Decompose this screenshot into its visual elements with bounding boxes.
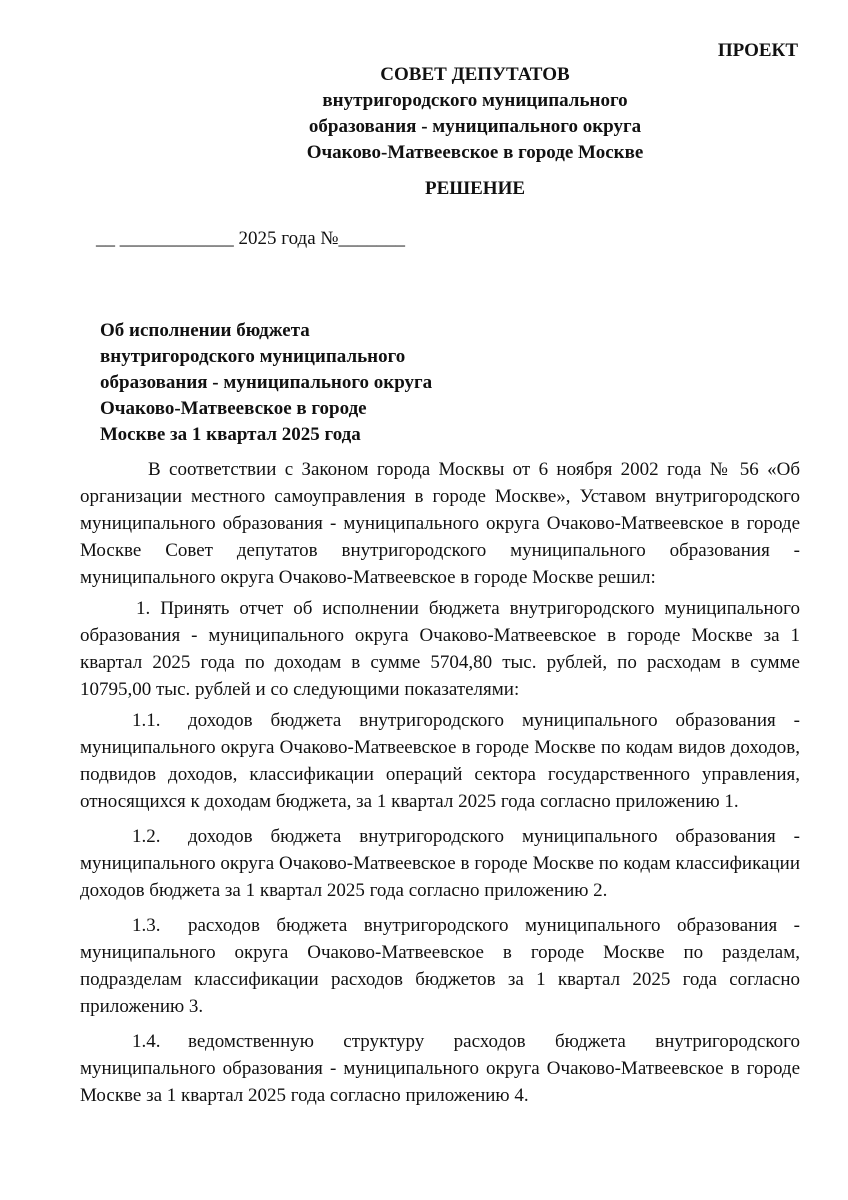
subitem-1-2 <box>80 823 800 904</box>
subitem-text: ведомственную структуру расходов бюджета внутригородского муниципального образования - муниципального округа Очаково-Матвеевское в городе Москве за 1 квартал 2025 года согласно приложению 4. <box>80 1031 800 1106</box>
preamble-paragraph: В соответствии с Законом города Москвы от 6 ноября 2002 года № 56 «Об организации местного самоуправления в городе Москве», Уставом внутригородского муниципального образования - муниципального округа Очаково-Матвеевское в городе Москве Совет депутатов внутригородского муниципального образования - муниципального округа Очаково-Матвеевское в городе Москве решил: <box>80 459 800 588</box>
date-number-line: __ ____________ 2025 года №_______ <box>96 228 406 249</box>
subject-line: Об исполнении бюджета <box>100 320 310 341</box>
subject-line: образования - муниципального округа <box>100 372 433 393</box>
decision-body <box>80 456 800 1117</box>
subitem-text: доходов бюджета внутригородского муниципального образования - муниципального округа Очаково-Матвеевское в городе Москве по кодам классификации доходов бюджета за 1 квартал 2025 года согласно приложению 2. <box>80 826 800 901</box>
council-heading-line: образования - муниципального округа <box>308 116 642 137</box>
council-heading-line: внутригородского муниципального <box>322 90 628 111</box>
draft-mark: ПРОЕКТ <box>717 40 798 61</box>
subitem-1-1 <box>80 707 800 815</box>
subject-line: Очаково-Матвеевское в городе <box>100 398 367 419</box>
subitem-text: доходов бюджета внутригородского муниципального образования - муниципального округа Очаково-Матвеевское в городе Москве по кодам видов доходов, подвидов доходов, классификации операций сектора государственного управления, относящихся к доходам бюджета, за 1 квартал 2025 года согласно приложению 1. <box>80 710 800 812</box>
subitem-number: 1.1. <box>132 710 161 731</box>
subitem-number: 1.3. <box>132 915 161 936</box>
subitem-number: 1.4. <box>132 1031 161 1052</box>
item-1-paragraph: 1. Принять отчет об исполнении бюджета внутригородского муниципального образования - муниципального округа Очаково-Матвеевское в городе Москве за 1 квартал 2025 года по доходам в сумме 5704,80 тыс. рублей, по расходам в сумме 10795,00 тыс. рублей и со следующими показателями: <box>80 598 800 700</box>
subitem-1-3 <box>80 912 800 1020</box>
subitem-number: 1.2. <box>132 826 161 847</box>
council-heading-line: СОВЕТ ДЕПУТАТОВ <box>380 64 570 85</box>
subject-line: внутригородского муниципального <box>100 346 406 367</box>
decision-subject <box>100 318 432 448</box>
subitem-1-4 <box>80 1028 800 1109</box>
council-heading-line: Очаково-Матвеевское в городе Москве <box>306 142 644 163</box>
subject-line: Москве за 1 квартал 2025 года <box>100 424 361 445</box>
decision-title: РЕШЕНИЕ <box>424 178 526 199</box>
subitem-text: расходов бюджета внутригородского муниципального образования - муниципального округа Очаково-Матвеевское в городе Москве по разделам, подразделам классификации расходов бюджетов за 1 квартал 2025 года согласно приложению 3. <box>80 915 800 1017</box>
council-heading <box>100 62 848 166</box>
